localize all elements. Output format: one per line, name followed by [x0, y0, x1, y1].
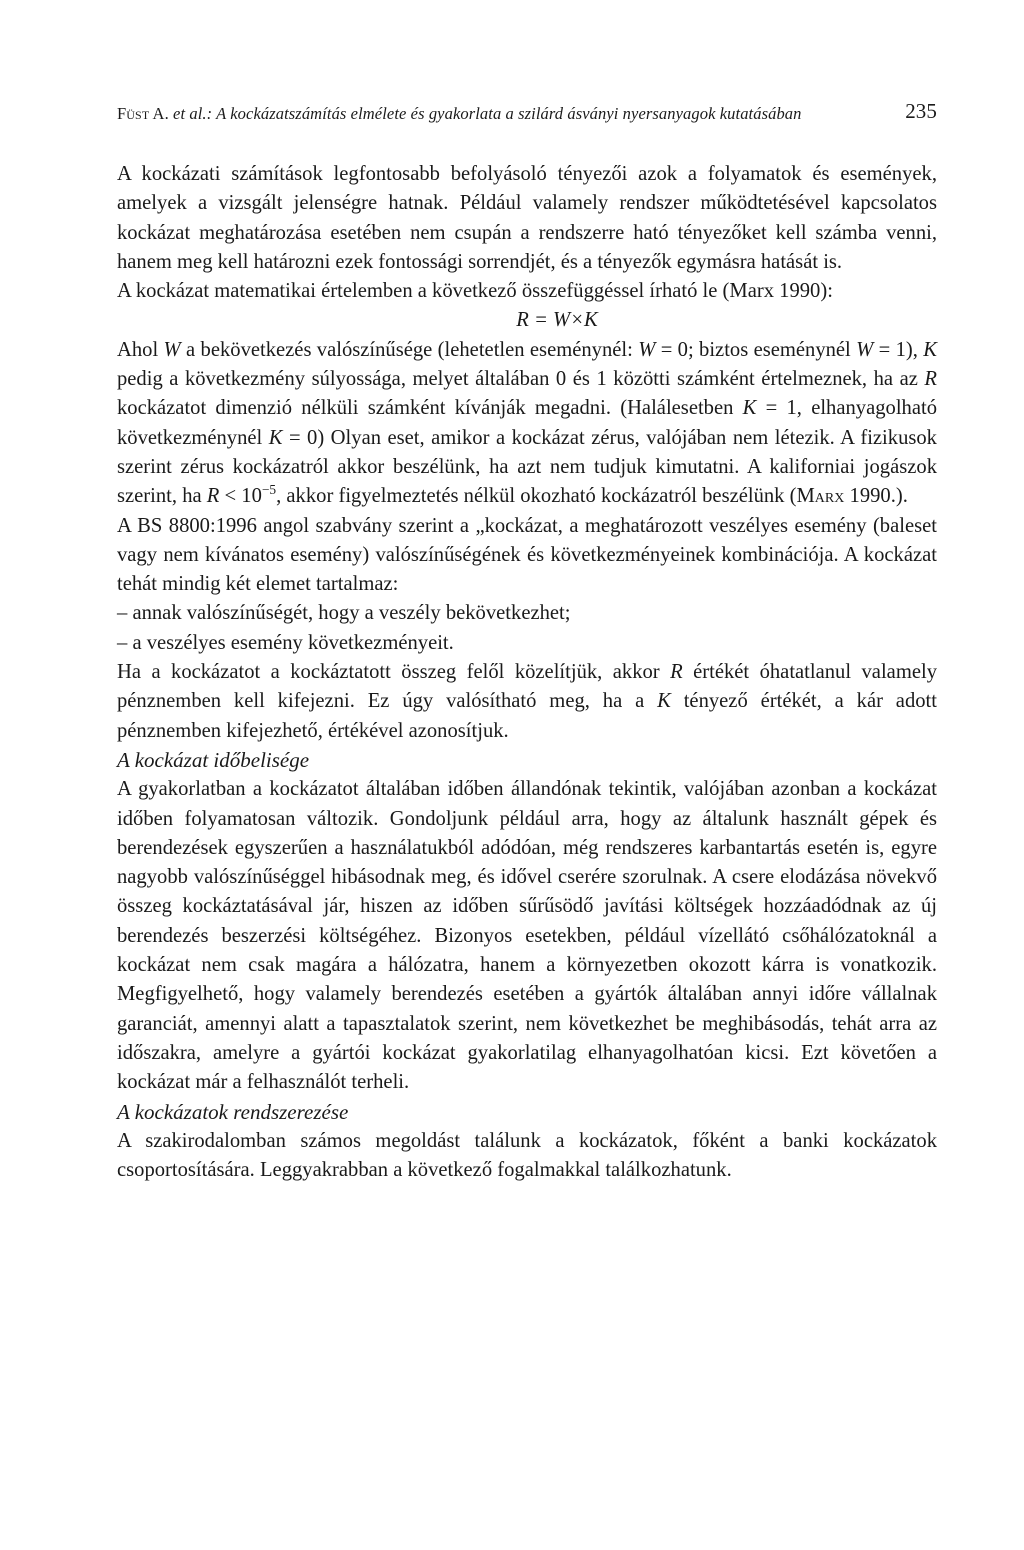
var-k: K — [742, 397, 757, 420]
text-run: , akkor figyelmeztetés nélkül okozható kockázatról beszélünk ( — [276, 485, 797, 508]
var-r: R — [206, 485, 220, 508]
text-run: a bekövetkezés valószínűsége (lehetetlen eseménynél: — [180, 338, 639, 361]
var-k: K — [657, 690, 671, 713]
text-run: pedig a következmény súlyossága, melyet általában 0 és 1 közötti számként értelmeznek, ha az — [117, 368, 925, 391]
list-item: – annak valószínűségét, hogy a veszély bekövetkezhet; — [117, 602, 571, 625]
section-heading: A kockázat időbelisége — [117, 747, 310, 772]
page-number: 235 — [905, 99, 937, 123]
text-run: = 1), — [873, 338, 924, 361]
running-header — [117, 99, 937, 124]
risk-formula: R = W×K — [516, 309, 598, 332]
var-k: K — [923, 338, 937, 361]
paragraph: A kockázat matematikai értelemben a következő összefüggéssel írható le (Marx 1990): — [117, 280, 833, 303]
section-heading: A kockázatok rendszerezése — [117, 1099, 349, 1124]
paragraph: A gyakorlatban a kockázatot általában időben állandónak tekintik, valójában azonban a kockázat időben folyamatosan változik. Gondoljunk például arra, hogy az általunk használt gépek és berendezések egyszerűen a használatukból adódóan, még rendszeres karbantartás esetén is, egyre nagyobb valószínűséggel hibásodnak meg, és idővel cserére szorulnak. A csere elodázása növekvő összeg kockáztatásával jár, hiszen az időben sűrűsödő javítási költségek hozzáadódnak az új berendezés beszerzési költségéhez. Bizonyos esetekben, például vízellátó csőhálózatoknál a kockázat nem csak magára a hálózatra, hanem a környezetben okozott kárra is vonatkozik. Megfigyelhető, hogy valamely berendezés esetében a gyártók általában annyi időre vállalnak garanciát, amennyi alatt a tapasztalatok szerint, nem következhet be meghibásodás, tehát arra az időszakra, amelyre a gyártói kockázat gyakorlatilag elhanyagolhatóan kicsi. Ezt követően a kockázat már a felhasználót terheli. — [117, 778, 937, 1094]
paragraph — [117, 658, 937, 746]
text-run: = 1, elhanyagolható következménynél — [117, 397, 937, 449]
citation-author: Marx — [796, 485, 845, 508]
var-w: W — [638, 338, 656, 361]
var-w: W — [856, 338, 874, 361]
var-k: K — [268, 426, 283, 449]
text-run: Ahol — [117, 338, 164, 361]
text-run: értékét óhatatlanul valamely pénznemben kell kifejezni. Ez úgy valósítható meg, ha a — [117, 661, 937, 713]
paragraph: A szakirodalomban számos megoldást találunk a kockázatok, főként a banki kockázatok csoportosítására. Leggyakrabban a következő fogalmakkal találkozhatunk. — [117, 1129, 937, 1182]
paragraph: A kockázati számítások legfontosabb befolyásoló tényezői azok a folyamatok és események, amelyek a vizsgált jelenségre hatnak. Például valamely rendszer működtetésével kapcsolatos kockázat meghatározása esetében nem csupán a rendszerre ható tényezőket kell számba venni, hanem meg kell határozni ezek fontossági sorrendjét, és a tényezők egymásra hatását is. — [117, 163, 937, 273]
text-run: Ha a kockázatot a kockáztatott összeg felől közelítjük, akkor — [117, 661, 671, 684]
header-title: A kockázatszámítás elmélete és gyakorlata a szilárd ásványi nyersanyagok kutatásában — [216, 104, 802, 123]
text-run: < 10 — [219, 485, 262, 508]
text-run: = 0; biztos eseménynél — [655, 338, 857, 361]
text-run: = 0) Olyan eset, amikor a kockázat zérus, valójában nem létezik. A fizikusok szerint zérus kockázatról akkor beszélünk, ha azt nem tudjuk kimutatni. A kaliforniai jogászok szerint, ha — [117, 426, 937, 508]
text-run: tényező értékét, a kár adott pénznemben kifejezhető, értékével azonosítjuk. — [117, 690, 937, 742]
paragraph — [117, 336, 937, 512]
var-r: R — [670, 661, 683, 684]
header-author: Füst A. — [117, 104, 169, 123]
header-etal: et al.: — [168, 104, 217, 123]
paragraph: A BS 8800:1996 angol szabvány szerint a „kockázat, a meghatározott veszélyes esemény (baleset vagy nem kívánatos esemény) valószínűségének és következményeinek kombinációja. A kockázat tehát mindig két elemet tartalmaz: — [117, 514, 937, 596]
list-item: – a veszélyes esemény következményeit. — [117, 631, 454, 654]
text-run: kockázatot dimenzió nélküli számként kívánják megadni. (Halálesetben — [117, 397, 743, 420]
exponent: −5 — [261, 482, 277, 498]
article-body — [117, 160, 937, 1185]
text-run: 1990.). — [844, 485, 908, 508]
var-w: W — [163, 338, 181, 361]
var-r: R — [924, 368, 937, 391]
